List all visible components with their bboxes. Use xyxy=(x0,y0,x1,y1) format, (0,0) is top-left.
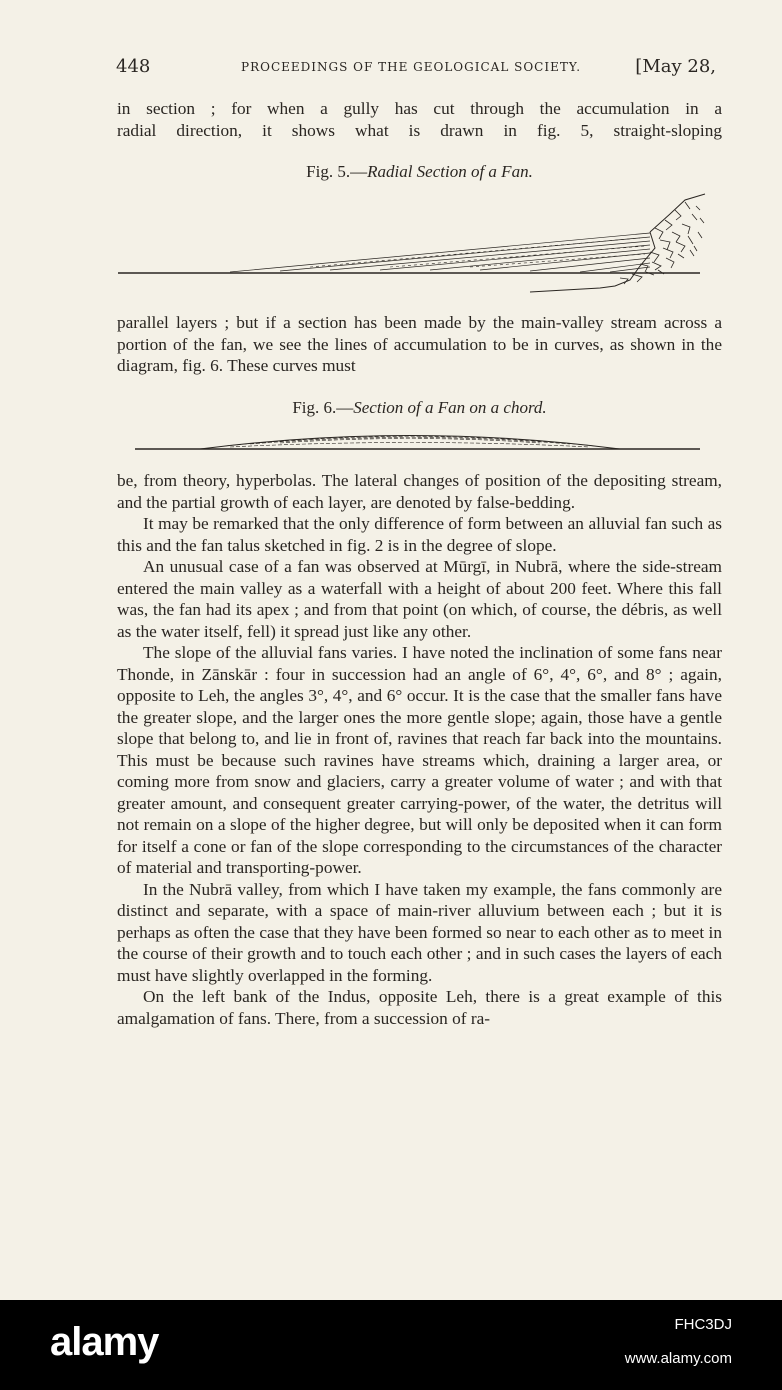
text-line: radial direction, it shows what is drawn in fig. 5, straight-sloping xyxy=(117,120,722,140)
paragraph: It may be remarked that the only difference of form between an alluvial fan such as this and the fan talus sketched in fig. 2 is in the degree of slope. xyxy=(117,514,722,555)
paragraph: The slope of the alluvial fans varies. I have noted the inclination of some fans near Thonde, in Zānskār : four in succession had an angle of 6°, 4°, 6°, and 8° ; again, opposite to Leh, the angles 3°, 4°, and 6° occur. It is the case that the smaller fans have the greater slope, and the larger ones the more gentle slope; again, those have a gentle slope that belong to, and lie in front of, ravines that reach far back into the mountains. This must be because such ravines have streams which, draining a larger area, or coming more from snow and glaciers, carry a greater volume of water ; and with that greater amount, and consequent greater carrying-power, of the water, the detritus will not remain on a slope of the higher degree, but will only be deposited when it can form for itself a cone or fan of the slope corresponding to the circumstances of the character of material and transporting-power. xyxy=(117,643,722,877)
paragraph: In the Nubrā valley, from which I have taken my example, the fans commonly are distinct and separate, with a space of main-river alluvium between each ; but it is perhaps as often the case that they have been formed so near to each other as to meet in the course of their growth and to touch each other ; and in such cases the layers of each must have slightly overlapped in the forming. xyxy=(117,879,722,985)
fig6-caption xyxy=(117,398,722,418)
fig5-radial-section-diagram xyxy=(110,188,720,298)
image-id: FHC3DJ xyxy=(674,1316,732,1333)
text-line: in section ; for when a gully has cut through the accumulation in a xyxy=(117,99,722,118)
fig6-label: Fig. 6.— xyxy=(292,398,354,417)
fig5-title: Radial Section of a Fan. xyxy=(367,162,533,181)
running-title: PROCEEDINGS OF THE GEOLOGICAL SOCIETY. xyxy=(241,60,582,74)
paragraph: On the left bank of the Indus, opposite Leh, there is a great example of this amalgamation of fans. There, from a succession of ra- xyxy=(117,987,722,1028)
paragraph: parallel layers ; but if a section has been made by the main-valley stream across a portion of the fan, we see the lines of accumulation to be in curves, as shown in the diagram, fig. 6. These curves must xyxy=(117,313,722,375)
text-block-top xyxy=(117,98,722,141)
watermark-footer xyxy=(0,1300,782,1390)
text-block-main xyxy=(117,470,722,1029)
header-date: [May 28, xyxy=(635,56,716,77)
text-block-middle xyxy=(117,312,722,377)
fig5-caption xyxy=(117,162,722,182)
brand-logo: alamy xyxy=(50,1320,159,1364)
fig6-title: Section of a Fan on a chord. xyxy=(353,398,547,417)
running-header xyxy=(116,56,716,80)
site-url: www.alamy.com xyxy=(624,1350,732,1367)
paragraph: be, from theory, hyperbolas. The lateral changes of position of the depositing stream, and the partial growth of each layer, are denoted by false-bedding. xyxy=(117,471,722,512)
fig5-label: Fig. 5.— xyxy=(306,162,368,181)
paragraph: An unusual case of a fan was observed at Mūrgī, in Nubrā, where the side-stream entered the main valley as a waterfall with a height of about 200 feet. Where this fall was, the fan had its apex ; and from that point (on which, of course, the débris, as well as the water itself, fell) it spread just like any other. xyxy=(117,557,722,641)
page-number: 448 xyxy=(116,56,151,77)
fig6-chord-section-diagram xyxy=(130,424,710,454)
